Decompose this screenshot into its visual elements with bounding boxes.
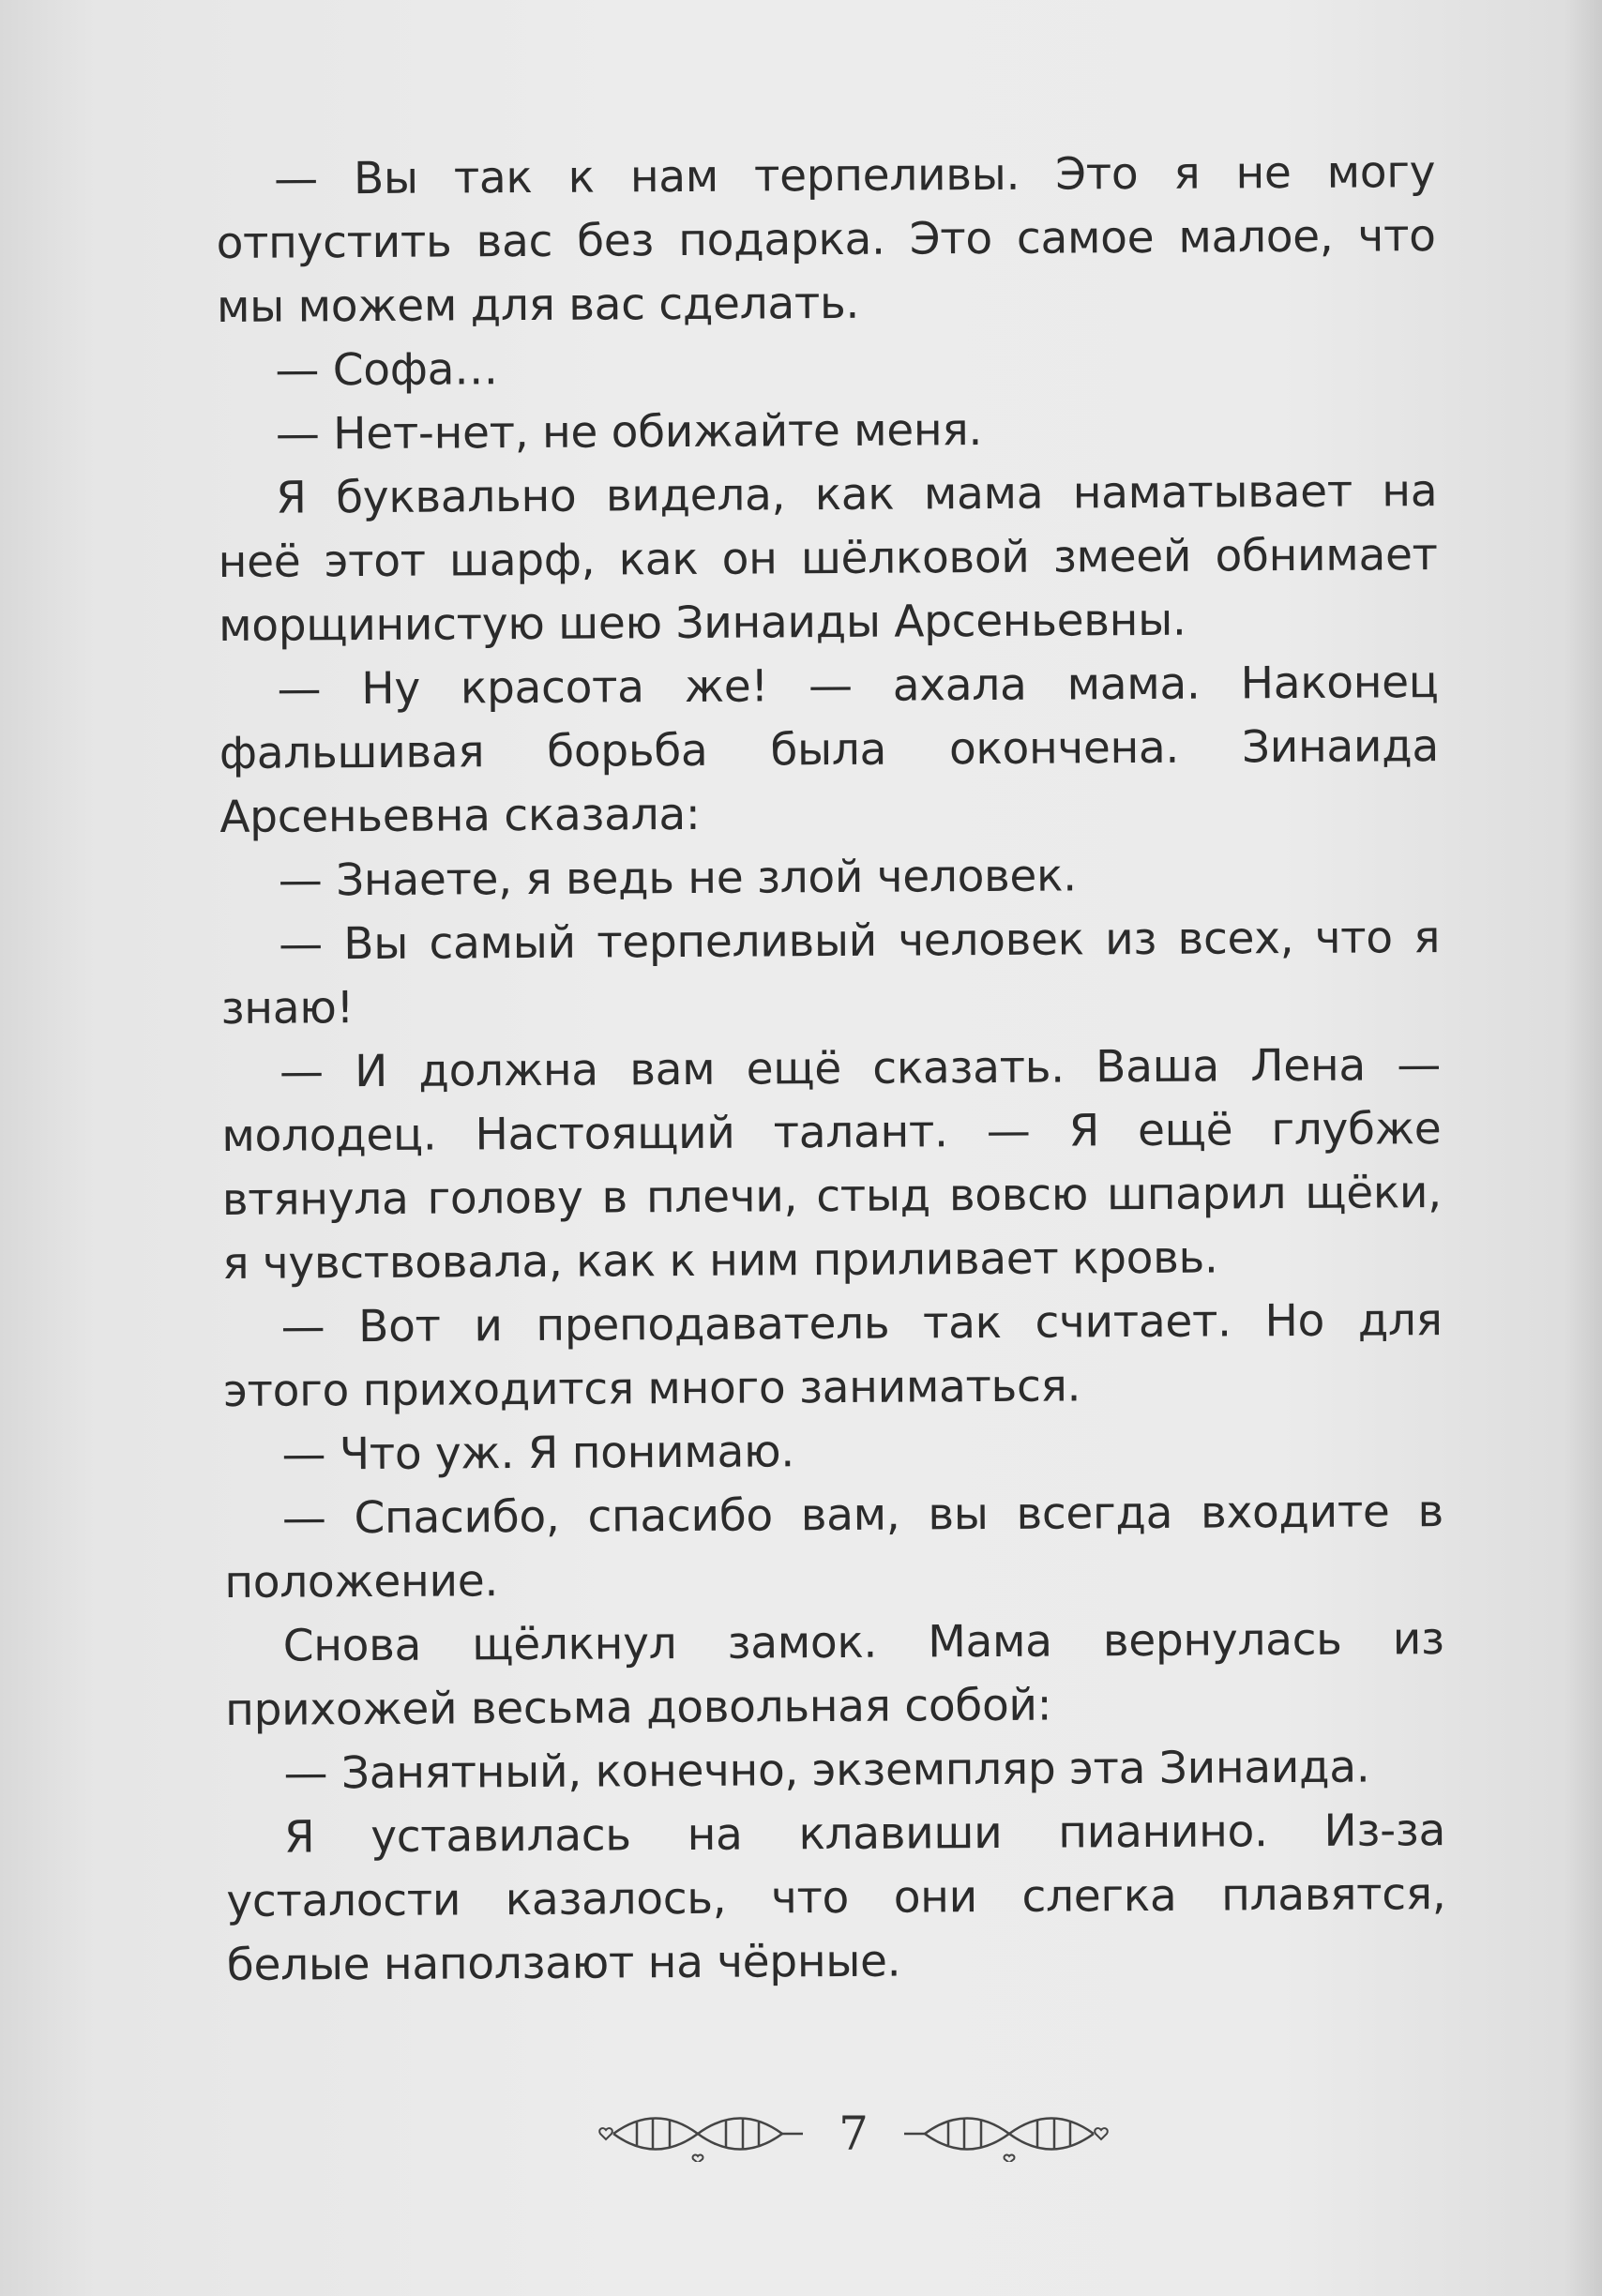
paragraph-9: — Вот и преподаватель так считает. Но для этого приходится много заниматься. xyxy=(222,1294,1443,1417)
paragraph-2: — Софа… xyxy=(275,343,499,397)
paragraph-11: — Спасибо, спасибо вам, вы всегда входите в положение. xyxy=(224,1486,1444,1609)
paragraph-12: Снова щёлкнул замок. Мама вернулась из прихожей весьма довольная собой: xyxy=(225,1613,1444,1736)
paragraph-5: — Ну красота же! — ахала мама. Наконец фальшивая борьба была окончена. Зинаида Арсеньевна сказала: xyxy=(219,657,1440,843)
paragraph-7: — Вы самый терпеливый человек из всех, что я знаю! xyxy=(220,912,1441,1035)
body-text xyxy=(216,141,1446,1998)
paragraph-13: — Занятный, конечно, экземпляр эта Зинаида. xyxy=(283,1741,1370,1800)
paragraph-3: — Нет-нет, не обижайте меня. xyxy=(275,404,983,461)
page-number: 7 xyxy=(839,2107,869,2161)
page-edge-shadow xyxy=(1564,0,1602,2296)
paragraph-10: — Что уж. Я понимаю. xyxy=(281,1426,795,1481)
paragraph-1: — Вы так к нам терпеливы. Это я не могу отпустить вас без подарка. Это самое малое, что мы можем для вас сделать. xyxy=(216,146,1436,333)
paragraph-14: Я уставилась на клавиши пианино. Из-за усталости казалось, что они слегка плавятся, белые наползают на чёрные. xyxy=(226,1805,1446,1991)
paragraph-4: Я буквально видела, как мама наматывает на неё этот шарф, как он шёлковой змеей обнимает морщинистую шею Зинаиды Арсеньевны. xyxy=(218,465,1438,652)
paragraph-6: — Знаете, я ведь не злой человек. xyxy=(278,850,1077,907)
dna-helix-heart-ornament-icon xyxy=(897,2106,1112,2162)
paragraph-8: — И должна вам ещё сказать. Ваша Лена — молодец. Настоящий талант. — Я ещё глубже втянула голову в плечи, стыд вовсю шпарил щёки, я чувствовала, как к ним приливает кровь. xyxy=(221,1039,1442,1290)
dna-helix-heart-ornament-icon xyxy=(595,2106,810,2162)
page-footer xyxy=(563,2092,1144,2176)
